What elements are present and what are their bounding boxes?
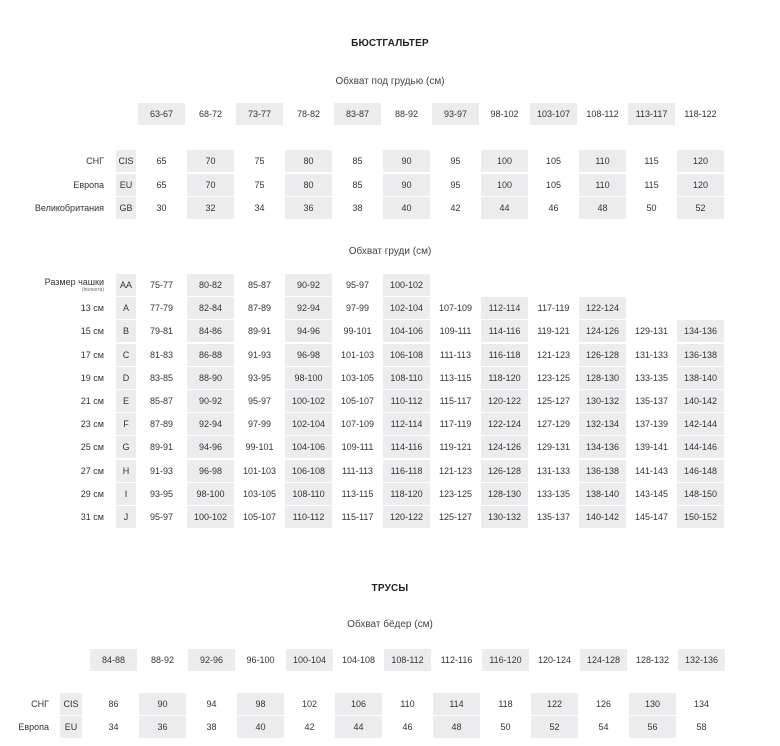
panties-value-cell: 94 (206, 699, 217, 709)
bust-value-cell: 94-96 (187, 436, 234, 458)
size-value-cell: 120 (677, 150, 724, 172)
bust-value-cell: 146-148 (677, 460, 724, 482)
bust-value-cell: 130-132 (481, 506, 528, 528)
hips-header-cell: 100-104 (286, 649, 333, 671)
panties-value-cell: 40 (237, 716, 284, 738)
cup-row (0, 344, 780, 366)
bust-value-cell: 128-130 (579, 367, 626, 389)
size-value-cell: 75 (254, 180, 265, 190)
cup-depth-label: 31 см (80, 512, 104, 522)
size-value-cell: 38 (352, 203, 363, 213)
bust-value-cell: 125-127 (438, 512, 473, 522)
bust-value-cell: 112-114 (481, 297, 528, 319)
cup-depth-label: 25 см (80, 442, 104, 452)
bust-value-cell: 90-92 (285, 274, 332, 296)
bust-value-cell: 136-138 (579, 460, 626, 482)
panties-value-cell: 50 (500, 722, 511, 732)
size-value-cell: 90 (383, 174, 430, 196)
size-value-cell: 32 (187, 197, 234, 219)
size-value-cell: 42 (450, 203, 461, 213)
bust-title: Обхват груди (см) (348, 246, 432, 257)
bust-value-cell: 122-124 (579, 297, 626, 319)
bust-value-cell: 101-103 (340, 350, 375, 360)
panties-value-cell: 118 (498, 699, 513, 709)
hips-header-cell: 92-96 (188, 649, 235, 671)
bust-value-cell: 145-147 (634, 512, 669, 522)
size-value-cell: 52 (677, 197, 724, 219)
hips-header-row (0, 649, 780, 671)
bust-value-cell: 92-94 (187, 413, 234, 435)
bust-value-cell: 124-126 (481, 436, 528, 458)
size-value-cell: 100 (481, 150, 528, 172)
size-value-cell: 95 (450, 180, 461, 190)
bust-value-cell: 136-138 (677, 344, 724, 366)
size-value-cell: 80 (285, 150, 332, 172)
size-value-cell: 95 (450, 156, 461, 166)
bust-value-cell: 123-125 (438, 489, 473, 499)
panties-value-cell: 86 (108, 699, 119, 709)
size-row (0, 174, 780, 196)
underbust-header-cell: 83-87 (334, 103, 381, 125)
bust-value-cell: 127-129 (536, 419, 571, 429)
bust-value-cell: 99-101 (245, 442, 274, 452)
bust-value-cell: 118-120 (383, 483, 430, 505)
panties-value-cell: 34 (108, 722, 119, 732)
cup-code: F (116, 413, 136, 435)
panties-value-cell: 38 (206, 722, 217, 732)
panties-size-system-code: EU (60, 716, 82, 738)
bust-value-cell: 139-141 (634, 442, 669, 452)
cup-code: J (116, 506, 136, 528)
cup-depth-label: 15 см (80, 326, 104, 336)
bust-value-cell: 150-152 (677, 506, 724, 528)
bust-value-cell: 92-94 (285, 297, 332, 319)
bust-value-cell: 104-106 (285, 436, 332, 458)
bust-value-cell: 110-112 (383, 390, 430, 412)
bust-value-cell: 89-91 (149, 442, 174, 452)
size-value-cell: 30 (156, 203, 167, 213)
underbust-header-cell: 103-107 (530, 103, 577, 125)
bust-value-cell: 133-135 (536, 489, 571, 499)
size-system-code: GB (116, 197, 136, 219)
bust-value-cell: 97-99 (345, 303, 370, 313)
underbust-header-cell: 68-72 (198, 109, 223, 119)
bust-value-cell: 126-128 (481, 460, 528, 482)
bust-value-cell: 90-92 (187, 390, 234, 412)
bust-value-cell: 124-126 (579, 320, 626, 342)
panties-size-system-code: CIS (60, 693, 82, 715)
cup-size-header-sublabel: (полнота) (81, 286, 104, 293)
size-value-cell: 85 (352, 180, 363, 190)
bust-value-cell: 122-124 (481, 413, 528, 435)
hips-header-cell: 88-92 (150, 655, 175, 665)
bust-value-cell: 131-133 (634, 350, 669, 360)
underbust-header-cell: 88-92 (394, 109, 419, 119)
bust-value-cell: 89-91 (247, 326, 272, 336)
hips-header-cell: 84-88 (90, 649, 137, 671)
size-value-cell: 85 (352, 156, 363, 166)
size-value-cell: 115 (644, 180, 659, 190)
panties-value-cell: 110 (400, 699, 415, 709)
cup-depth-label: 21 см (80, 396, 104, 406)
bust-value-cell: 107-109 (438, 303, 473, 313)
bust-value-cell: 115-117 (439, 396, 472, 406)
size-value-cell: 48 (579, 197, 626, 219)
cup-row (0, 413, 780, 435)
bust-value-cell: 138-140 (677, 367, 724, 389)
bust-value-cell: 121-123 (536, 350, 571, 360)
hips-header-cell: 112-116 (440, 655, 473, 665)
bust-value-cell: 129-131 (536, 442, 571, 452)
size-value-cell: 65 (156, 156, 167, 166)
bust-value-cell: 102-104 (383, 297, 430, 319)
underbust-header-cell: 73-77 (236, 103, 283, 125)
bust-value-cell: 102-104 (285, 413, 332, 435)
bust-value-cell: 100-102 (187, 506, 234, 528)
size-value-cell: 110 (579, 150, 626, 172)
bust-value-cell: 103-105 (340, 373, 375, 383)
size-value-cell: 44 (481, 197, 528, 219)
underbust-header-cell: 113-117 (628, 103, 675, 125)
bust-value-cell: 87-89 (247, 303, 272, 313)
size-value-cell: 110 (579, 174, 626, 196)
cup-row (0, 506, 780, 528)
bust-value-cell: 79-81 (149, 326, 174, 336)
bust-value-cell: 93-95 (149, 489, 174, 499)
underbust-header-cell: 78-82 (296, 109, 321, 119)
size-value-cell: 70 (187, 150, 234, 172)
bust-value-cell: 94-96 (285, 320, 332, 342)
panties-size-system-label: СНГ (31, 699, 49, 709)
size-row (0, 150, 780, 172)
panties-value-cell: 54 (598, 722, 609, 732)
bust-value-cell: 85-87 (149, 396, 174, 406)
size-value-cell: 105 (545, 180, 562, 190)
bust-value-cell: 109-111 (341, 442, 374, 452)
hips-header-cell: 104-108 (341, 655, 376, 665)
bust-value-cell: 128-130 (481, 483, 528, 505)
bust-value-cell: 108-110 (383, 367, 430, 389)
bust-value-cell: 140-142 (677, 390, 724, 412)
size-row (0, 197, 780, 219)
size-value-cell: 70 (187, 174, 234, 196)
hips-title: Обхват бёдер (см) (347, 619, 433, 630)
panties-value-cell: 126 (595, 699, 612, 709)
size-value-cell: 46 (548, 203, 559, 213)
bust-value-cell: 107-109 (340, 419, 375, 429)
panties-value-cell: 48 (433, 716, 480, 738)
bust-value-cell: 112-114 (383, 413, 430, 435)
bust-value-cell: 126-128 (579, 344, 626, 366)
bust-value-cell: 98-100 (187, 483, 234, 505)
panties-value-cell: 56 (629, 716, 676, 738)
cup-row (0, 460, 780, 482)
bust-value-cell: 113-115 (439, 373, 472, 383)
size-value-cell: 100 (481, 174, 528, 196)
panties-value-cell: 122 (531, 693, 578, 715)
panties-value-cell: 44 (335, 716, 382, 738)
panties-size-row (0, 693, 780, 715)
bust-value-cell: 106-108 (383, 344, 430, 366)
bust-value-cell: 121-123 (438, 466, 473, 476)
cup-code: E (116, 390, 136, 412)
bust-value-cell: 95-97 (149, 512, 174, 522)
bust-value-cell: 105-107 (242, 512, 277, 522)
bust-value-cell: 84-86 (187, 320, 234, 342)
bust-value-cell: 120-122 (383, 506, 430, 528)
bust-value-cell: 141-143 (634, 466, 669, 476)
hips-header-cell: 116-120 (482, 649, 529, 671)
bust-value-cell: 108-110 (285, 483, 332, 505)
bust-value-cell: 111-113 (341, 466, 374, 476)
panties-value-cell: 134 (693, 699, 710, 709)
bust-value-cell: 75-77 (149, 280, 174, 290)
bust-value-cell: 87-89 (149, 419, 174, 429)
bust-value-cell: 110-112 (285, 506, 332, 528)
hips-header-cell: 132-136 (678, 649, 725, 671)
cup-depth-label: 29 см (80, 489, 104, 499)
cup-row (0, 436, 780, 458)
bust-value-cell: 91-93 (247, 350, 272, 360)
size-value-cell: 90 (383, 150, 430, 172)
bust-value-cell: 135-137 (536, 512, 571, 522)
bust-value-cell: 114-116 (383, 436, 430, 458)
size-value-cell: 65 (156, 180, 167, 190)
size-value-cell: 80 (285, 174, 332, 196)
bust-value-cell: 96-98 (285, 344, 332, 366)
bust-value-cell: 106-108 (285, 460, 332, 482)
bust-value-cell: 133-135 (634, 373, 669, 383)
cup-row (0, 483, 780, 505)
bust-value-cell: 134-136 (677, 320, 724, 342)
bust-value-cell: 125-127 (536, 396, 571, 406)
bust-value-cell: 119-121 (439, 442, 472, 452)
cup-code: B (116, 320, 136, 342)
bust-value-cell: 134-136 (579, 436, 626, 458)
underbust-title: Обхват под грудью (см) (335, 76, 445, 87)
panties-value-cell: 90 (139, 693, 186, 715)
bust-value-cell: 131-133 (536, 466, 571, 476)
cup-code: A (116, 297, 136, 319)
size-system-code: EU (116, 174, 136, 196)
bust-value-cell: 83-85 (149, 373, 174, 383)
cup-code: AA (116, 274, 136, 296)
bust-value-cell: 95-97 (345, 280, 370, 290)
hips-header-cell: 96-100 (246, 655, 275, 665)
size-value-cell: 36 (285, 197, 332, 219)
bust-value-cell: 93-95 (247, 373, 272, 383)
size-value-cell: 34 (254, 203, 265, 213)
cup-depth-label: 13 см (80, 303, 104, 313)
cup-depth-label: 17 см (80, 350, 104, 360)
underbust-header-cell: 93-97 (432, 103, 479, 125)
panties-value-cell: 102 (301, 699, 318, 709)
cup-row (0, 274, 780, 296)
size-system-code: CIS (116, 150, 136, 172)
bust-value-cell: 117-119 (537, 303, 570, 313)
hips-header-cell: 128-132 (635, 655, 670, 665)
bust-value-cell: 137-139 (634, 419, 669, 429)
bust-value-cell: 129-131 (634, 326, 669, 336)
bust-value-cell: 96-98 (187, 460, 234, 482)
underbust-header-cell: 63-67 (138, 103, 185, 125)
cup-code: D (116, 367, 136, 389)
bust-value-cell: 142-144 (677, 413, 724, 435)
bust-value-cell: 85-87 (247, 280, 272, 290)
panties-title: ТРУСЫ (371, 583, 409, 594)
cup-code: C (116, 344, 136, 366)
size-system-label: Великобритания (34, 203, 104, 213)
bust-value-cell: 109-111 (439, 326, 472, 336)
cup-depth-label: 19 см (80, 373, 104, 383)
bust-value-cell: 138-140 (579, 483, 626, 505)
panties-value-cell: 58 (696, 722, 707, 732)
panties-value-cell: 114 (433, 693, 480, 715)
panties-value-cell: 52 (531, 716, 578, 738)
hips-header-cell: 108-112 (384, 649, 431, 671)
bust-value-cell: 120-122 (481, 390, 528, 412)
bust-value-cell: 103-105 (242, 489, 277, 499)
cup-row (0, 320, 780, 342)
bust-value-cell: 113-115 (341, 489, 374, 499)
hips-header-cell: 124-128 (580, 649, 627, 671)
bust-value-cell: 97-99 (247, 419, 272, 429)
panties-size-system-label: Европа (18, 722, 49, 732)
bust-value-cell: 100-102 (383, 274, 430, 296)
bust-value-cell: 100-102 (285, 390, 332, 412)
bust-value-cell: 117-119 (439, 419, 472, 429)
bust-value-cell: 77-79 (149, 303, 174, 313)
cup-size-header (45, 274, 104, 296)
cup-size-header-label: Размер чашки (44, 276, 104, 287)
bust-value-cell: 105-107 (340, 396, 375, 406)
panties-value-cell: 106 (335, 693, 382, 715)
bust-value-cell: 135-137 (634, 396, 669, 406)
bust-value-cell: 119-121 (537, 326, 570, 336)
bust-value-cell: 82-84 (187, 297, 234, 319)
bust-value-cell: 111-113 (439, 350, 472, 360)
size-system-label: СНГ (86, 156, 104, 166)
cup-row (0, 367, 780, 389)
hips-header-cell: 120-124 (537, 655, 572, 665)
panties-value-cell: 98 (237, 693, 284, 715)
cup-depth-label: 27 см (80, 466, 104, 476)
cup-row (0, 297, 780, 319)
bust-value-cell: 148-150 (677, 483, 724, 505)
underbust-header-cell: 108-112 (586, 109, 619, 119)
bust-value-cell: 132-134 (579, 413, 626, 435)
bust-value-cell: 88-90 (187, 367, 234, 389)
panties-value-cell: 36 (139, 716, 186, 738)
bust-value-cell: 115-117 (341, 512, 374, 522)
bust-value-cell: 140-142 (579, 506, 626, 528)
bust-value-cell: 95-97 (247, 396, 272, 406)
underbust-header-cell: 98-102 (490, 109, 519, 119)
bust-value-cell: 118-120 (481, 367, 528, 389)
bust-value-cell: 123-125 (536, 373, 571, 383)
bust-value-cell: 80-82 (187, 274, 234, 296)
bust-value-cell: 144-146 (677, 436, 724, 458)
bust-value-cell: 99-101 (343, 326, 372, 336)
bust-value-cell: 143-145 (634, 489, 669, 499)
bust-value-cell: 81-83 (149, 350, 174, 360)
bust-value-cell: 86-88 (187, 344, 234, 366)
panties-value-cell: 46 (402, 722, 413, 732)
underbust-header-cell: 118-122 (684, 109, 717, 119)
panties-value-cell: 130 (629, 693, 676, 715)
bra-title: БЮСТГАЛЬТЕР (351, 38, 429, 49)
underbust-header-row (0, 103, 780, 125)
cup-code: G (116, 436, 136, 458)
bust-value-cell: 116-118 (481, 344, 528, 366)
bust-value-cell: 104-106 (383, 320, 430, 342)
bust-value-cell: 101-103 (242, 466, 277, 476)
size-value-cell: 105 (545, 156, 562, 166)
size-value-cell: 50 (646, 203, 657, 213)
bust-value-cell: 98-100 (285, 367, 332, 389)
panties-size-row (0, 716, 780, 738)
cup-code: I (116, 483, 136, 505)
bust-value-cell: 114-116 (481, 320, 528, 342)
size-value-cell: 115 (644, 156, 659, 166)
size-system-label: Европа (73, 180, 104, 190)
bust-value-cell: 130-132 (579, 390, 626, 412)
panties-value-cell: 42 (304, 722, 315, 732)
size-value-cell: 40 (383, 197, 430, 219)
size-value-cell: 120 (677, 174, 724, 196)
size-value-cell: 75 (254, 156, 265, 166)
cup-row (0, 390, 780, 412)
bust-value-cell: 116-118 (383, 460, 430, 482)
cup-depth-label: 23 см (80, 419, 104, 429)
bust-value-cell: 91-93 (149, 466, 174, 476)
cup-code: H (116, 460, 136, 482)
